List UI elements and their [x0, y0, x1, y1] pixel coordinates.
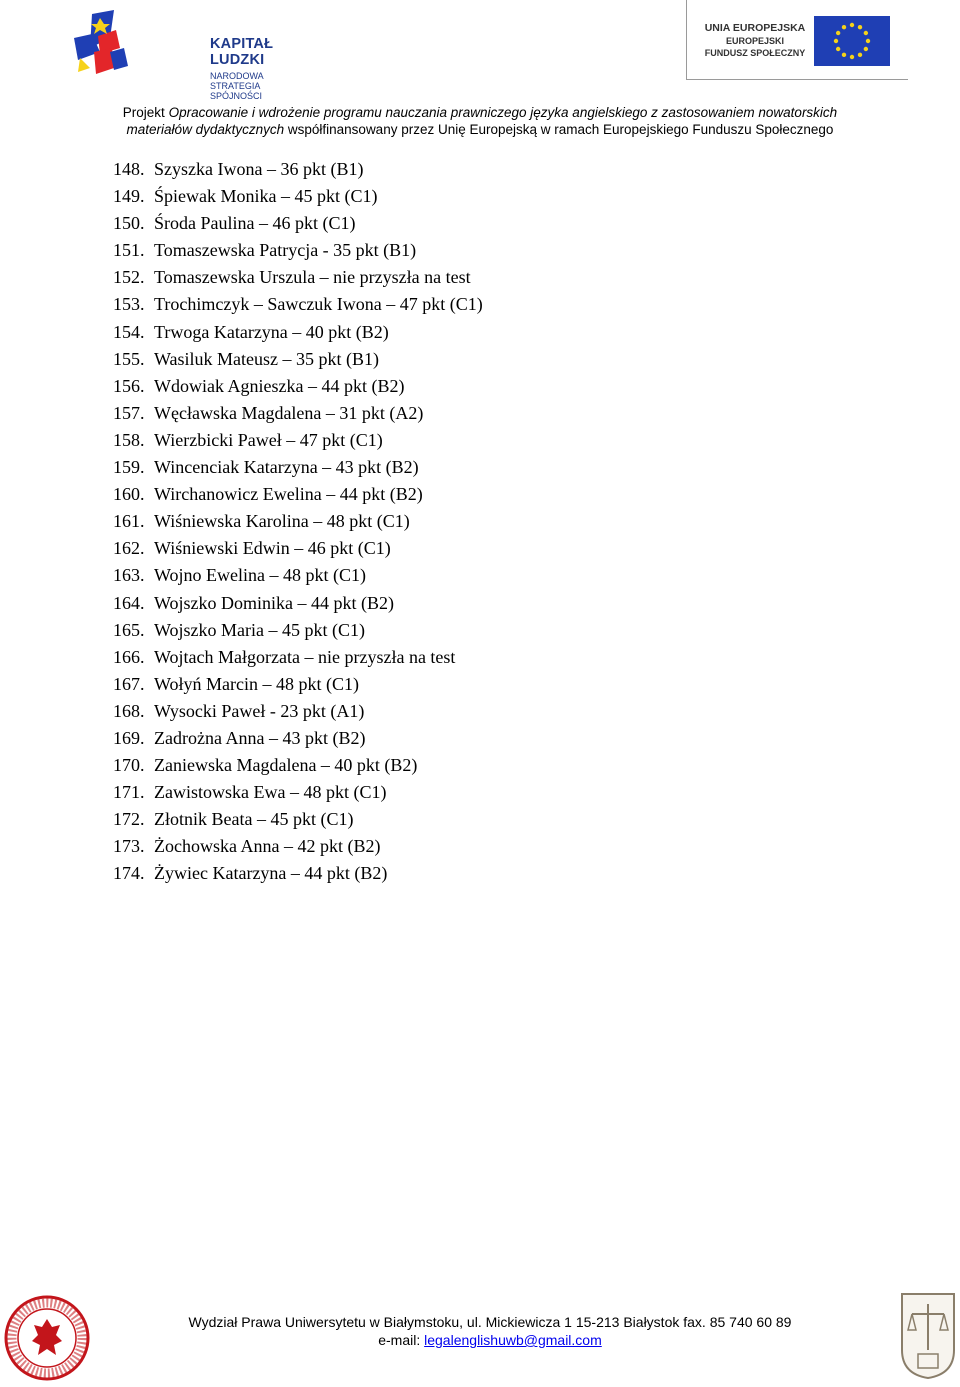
list-item-text: Wasiluk Mateusz – 35 pkt (B1) [154, 348, 380, 369]
list-item-number: 166. [113, 646, 145, 667]
list-item [113, 590, 483, 617]
list-item-text: Wysocki Paweł - 23 pkt (A1) [154, 700, 365, 721]
list-item-number: 150. [113, 213, 145, 234]
eu-line-2: EUROPEJSKI [725, 36, 785, 46]
list-item-number: 148. [113, 159, 145, 179]
eu-star [866, 39, 870, 43]
list-item-number: 159. [113, 457, 145, 478]
list-item-text: Szyszka Iwona – 36 pkt (B1) [154, 159, 364, 179]
list-item-text: Środa Paulina – 46 pkt (C1) [154, 213, 356, 234]
list-item [113, 833, 483, 860]
list-item-text: Wojtach Małgorzata – nie przyszła na test [154, 646, 456, 667]
eu-star [864, 47, 868, 51]
list-item-number: 172. [113, 809, 145, 830]
list-item [113, 671, 483, 698]
list-item-text: Wołyń Marcin – 48 pkt (C1) [154, 673, 360, 694]
kapital-ludzki-icon [70, 8, 140, 80]
list-item-number: 156. [113, 375, 145, 396]
kapital-ludzki-title: KAPITAŁ LUDZKI [210, 36, 274, 68]
eu-star [850, 55, 854, 59]
eu-star [842, 53, 846, 57]
list-item [113, 806, 483, 833]
list-item-text: Zadrożna Anna – 43 pkt (B2) [154, 727, 366, 748]
footer-email-link[interactable]: legalenglishuwb@gmail.com [424, 1332, 602, 1348]
project-title-2: materiałów dydaktycznych [126, 122, 285, 137]
list-item [113, 860, 483, 887]
project-title-1: Opracowanie i wdrożenie programu nauczania prawniczego języka angielskiego z zastosowaniem nowatorskich [168, 105, 838, 120]
kapital-ludzki-logo [70, 8, 290, 101]
list-item-text: Wierzbicki Paweł – 47 pkt (C1) [154, 429, 383, 450]
list-item [113, 725, 483, 752]
list-item-number: 170. [113, 755, 145, 776]
eu-flag-icon [814, 16, 890, 66]
eu-logo [686, 0, 910, 82]
list-item [113, 535, 483, 562]
footer-address: Wydział Prawa Uniwersytetu w Białymstoku, ul. Mickiewicza 1 15-213 Białystok fax. 85 740 60 89 [188, 1314, 792, 1330]
list-item-number: 152. [113, 267, 145, 288]
list-item-number: 168. [113, 700, 145, 721]
footer [0, 1313, 960, 1349]
eu-star [836, 47, 840, 51]
list-item [113, 291, 483, 318]
eu-star [858, 53, 862, 57]
eu-star [834, 39, 838, 43]
list-item [113, 427, 483, 454]
law-faculty-logo-icon [898, 1290, 958, 1380]
project-suffix: współfinansowany przez Unię Europejską w ramach Europejskiego Funduszu Społecznego [287, 122, 834, 137]
project-line-1 [0, 104, 960, 121]
eu-star [850, 23, 854, 27]
list-item-text: Śpiewak Monika – 45 pkt (C1) [154, 186, 378, 207]
list-item-text: Wirchanowicz Ewelina – 44 pkt (B2) [154, 484, 423, 505]
project-prefix: Projekt [122, 105, 165, 120]
list-item-number: 154. [113, 321, 145, 342]
kapital-ludzki-text [210, 36, 290, 101]
footer-email-line [0, 1331, 960, 1349]
list-item [113, 752, 483, 779]
list-item-text: Żywiec Katarzyna – 44 pkt (B2) [154, 863, 388, 884]
list-item-number: 153. [113, 294, 145, 315]
eu-star [842, 25, 846, 29]
list-item [113, 481, 483, 508]
footer-email-label: e-mail: [378, 1332, 421, 1348]
list-item-number: 163. [113, 565, 145, 586]
list-item-number: 169. [113, 727, 145, 748]
kapital-ludzki-subtitle: NARODOWA STRATEGIA SPÓJNOŚCI [210, 71, 264, 101]
list-item-number: 155. [113, 348, 145, 369]
list-item-number: 165. [113, 619, 145, 640]
list-item-number: 162. [113, 538, 145, 559]
eu-star [858, 25, 862, 29]
list-item-text: Wiśniewska Karolina – 48 pkt (C1) [154, 511, 410, 532]
list-item-number: 158. [113, 429, 145, 450]
list-item-text: Tomaszewska Patrycja - 35 pkt (B1) [154, 240, 417, 261]
list-item-number: 160. [113, 484, 145, 505]
eu-star [836, 31, 840, 35]
list-item-number: 161. [113, 511, 145, 532]
list-item-number: 174. [113, 863, 145, 884]
list-item-number: 151. [113, 240, 145, 261]
list-item [113, 698, 483, 725]
list-item-number: 157. [113, 402, 145, 423]
list-item [113, 210, 483, 237]
list-item-text: Trochimczyk – Sawczuk Iwona – 47 pkt (C1) [154, 294, 483, 315]
list-item [113, 373, 483, 400]
list-item [113, 617, 483, 644]
list-item [113, 644, 483, 671]
list-item [113, 237, 483, 264]
list-item-text: Zaniewska Magdalena – 40 pkt (B2) [154, 755, 418, 776]
eu-line-1: UNIA EUROPEJSKA [704, 22, 806, 34]
list-item [113, 264, 483, 291]
list-item [113, 400, 483, 427]
list-item-number: 173. [113, 836, 145, 857]
list-item [113, 779, 483, 806]
list-item-text: Zawistowska Ewa – 48 pkt (C1) [154, 782, 387, 803]
eu-text [702, 22, 808, 58]
list-item-text: Węcławska Magdalena – 31 pkt (A2) [154, 402, 424, 423]
list-item-text: Wiśniewski Edwin – 46 pkt (C1) [154, 538, 391, 559]
project-line-2 [0, 121, 960, 138]
list-item [113, 183, 483, 210]
list-item [113, 454, 483, 481]
list-item-text: Wojszko Dominika – 44 pkt (B2) [154, 592, 395, 613]
list-item-text: Wdowiak Agnieszka – 44 pkt (B2) [154, 375, 405, 396]
list-item-text: Wincenciak Katarzyna – 43 pkt (B2) [154, 457, 419, 478]
results-list [113, 156, 483, 888]
list-item-number: 164. [113, 592, 145, 613]
list-item [113, 319, 483, 346]
list-item-number: 149. [113, 186, 145, 207]
list-item [113, 562, 483, 589]
eu-star [864, 31, 868, 35]
list-item-text: Wojno Ewelina – 48 pkt (C1) [154, 565, 367, 586]
list-item [113, 156, 483, 183]
list-item-text: Żochowska Anna – 42 pkt (B2) [154, 836, 381, 857]
list-item-number: 171. [113, 782, 145, 803]
eu-line-3: FUNDUSZ SPOŁECZNY [704, 48, 806, 58]
list-item-text: Trwoga Katarzyna – 40 pkt (B2) [154, 321, 389, 342]
list-item-text: Wojszko Maria – 45 pkt (C1) [154, 619, 366, 640]
list-item [113, 346, 483, 373]
list-item-text: Tomaszewska Urszula – nie przyszła na test [154, 267, 471, 288]
project-description [0, 104, 960, 138]
list-item [113, 508, 483, 535]
list-item-number: 167. [113, 673, 145, 694]
list-item-text: Złotnik Beata – 45 pkt (C1) [154, 809, 354, 830]
